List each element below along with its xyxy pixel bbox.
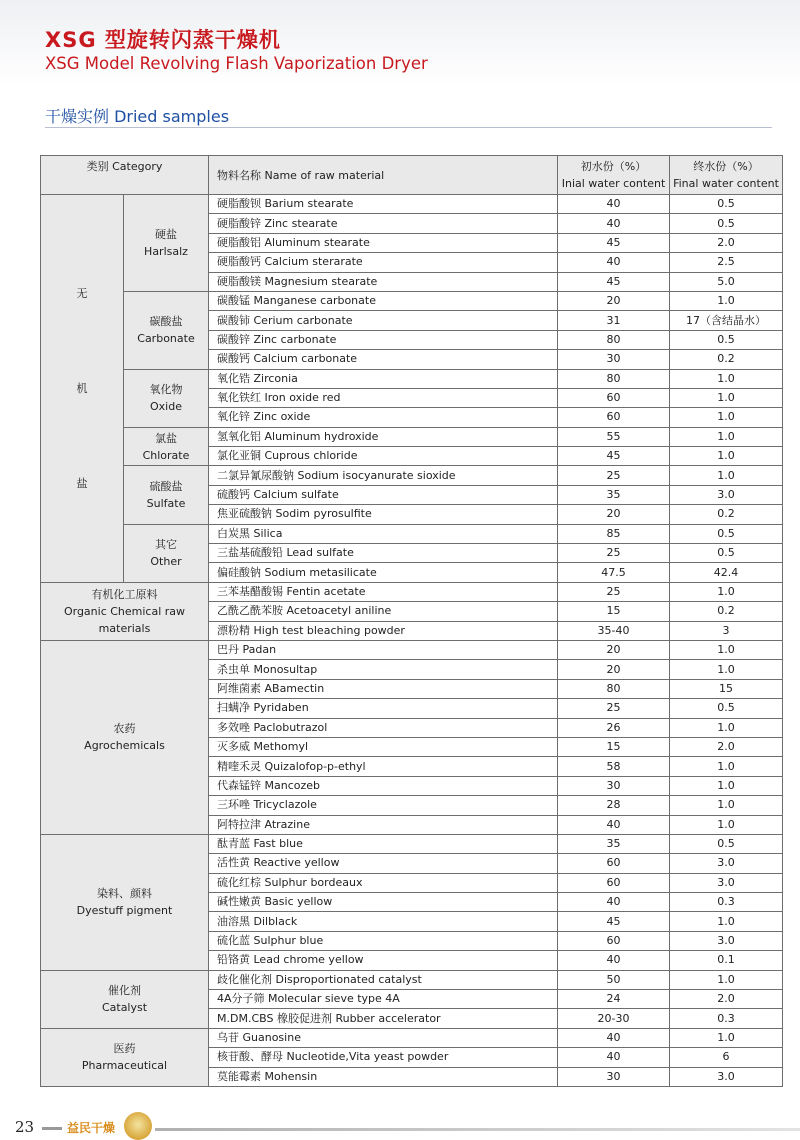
final-water-cell: 0.5 <box>670 544 783 563</box>
subgroup-oxide-label-2: Oxide <box>150 400 182 414</box>
final-water-cell: 0.5 <box>670 834 783 853</box>
material-name-cell: 碱性嫩黄 Basic yellow <box>209 893 558 912</box>
subgroup-other-label-2: Other <box>150 555 182 569</box>
final-water-cell: 3.0 <box>670 1067 783 1086</box>
initial-water-cell: 60 <box>558 388 670 407</box>
material-name-cell: 阿特拉津 Atrazine <box>209 815 558 834</box>
material-name-cell: 核苷酸、酵母 Nucleotide,Vita yeast powder <box>209 1048 558 1067</box>
section-divider <box>45 127 772 128</box>
initial-water-cell: 35 <box>558 485 670 504</box>
subgroup-sulfate <box>124 466 209 524</box>
material-name-cell: 硬脂酸锌 Zinc stearate <box>209 214 558 233</box>
table-header-row <box>41 156 783 195</box>
final-water-cell: 1.0 <box>670 582 783 601</box>
final-water-cell: 1.0 <box>670 815 783 834</box>
initial-water-cell: 24 <box>558 990 670 1009</box>
header-initial <box>558 156 670 195</box>
final-water-cell: 1.0 <box>670 408 783 427</box>
material-name-cell: 灭多威 Methomyl <box>209 737 558 756</box>
initial-water-cell: 40 <box>558 951 670 970</box>
footer-rule <box>155 1128 800 1131</box>
final-water-cell: 1.0 <box>670 427 783 446</box>
final-water-cell: 3.0 <box>670 873 783 892</box>
material-name-cell: 歧化催化剂 Disproportionated catalyst <box>209 970 558 989</box>
subgroup-sulfate-label-2: Sulfate <box>146 497 186 511</box>
group-agrochemicals-label-2: Agrochemicals <box>84 739 165 753</box>
initial-water-cell: 40 <box>558 1048 670 1067</box>
final-water-cell: 1.0 <box>670 776 783 795</box>
group-pharmaceutical-label-2: Pharmaceutical <box>81 1059 168 1073</box>
subgroup-chlorate <box>124 427 209 466</box>
final-water-cell: 1.0 <box>670 291 783 310</box>
material-name-cell: 多效唑 Paclobutrazol <box>209 718 558 737</box>
initial-water-cell: 15 <box>558 602 670 621</box>
final-water-cell: 1.0 <box>670 757 783 776</box>
group-pharmaceutical <box>41 1028 209 1086</box>
material-name-cell: 三环唑 Tricyclazole <box>209 796 558 815</box>
final-water-cell: 0.2 <box>670 350 783 369</box>
initial-water-cell: 15 <box>558 737 670 756</box>
material-name-cell: 硫酸钙 Calcium sulfate <box>209 485 558 504</box>
page-title-en: XSG Model Revolving Flash Vaporization Dryer <box>45 54 428 73</box>
table-row <box>41 466 783 485</box>
group-organic-chemical-label-2: Organic Chemical raw <box>63 604 186 618</box>
final-water-cell: 42.4 <box>670 563 783 582</box>
material-name-cell: 莫能霉素 Mohensin <box>209 1067 558 1086</box>
final-water-cell: 0.3 <box>670 893 783 912</box>
material-name-cell: 硫化蓝 Sulphur blue <box>209 931 558 950</box>
final-water-cell: 0.5 <box>670 330 783 349</box>
material-name-cell: 代森锰锌 Mancozeb <box>209 776 558 795</box>
final-water-cell: 0.5 <box>670 195 783 214</box>
subgroup-carbonate <box>124 291 209 369</box>
initial-water-cell: 40 <box>558 893 670 912</box>
material-name-cell: 碳酸锌 Zinc carbonate <box>209 330 558 349</box>
final-water-cell: 1.0 <box>670 912 783 931</box>
initial-water-cell: 25 <box>558 699 670 718</box>
final-water-cell: 1.0 <box>670 388 783 407</box>
initial-water-cell: 20 <box>558 640 670 659</box>
final-water-cell: 2.5 <box>670 253 783 272</box>
final-water-cell: 1.0 <box>670 1028 783 1047</box>
header-initial-zh: 初水份（%） <box>580 160 647 173</box>
group-catalyst-label-1: 催化剂 <box>108 984 141 998</box>
table-row <box>41 834 783 853</box>
initial-water-cell: 40 <box>558 253 670 272</box>
initial-water-cell: 20 <box>558 660 670 679</box>
final-water-cell: 1.0 <box>670 660 783 679</box>
table-row <box>41 640 783 659</box>
final-water-cell: 2.0 <box>670 737 783 756</box>
final-water-cell: 0.2 <box>670 602 783 621</box>
group-organic-chemical <box>41 582 209 640</box>
subgroup-other <box>124 524 209 582</box>
initial-water-cell: 30 <box>558 350 670 369</box>
group-inorganic-salt-label-3: 盐 <box>76 476 88 490</box>
header-category <box>41 156 209 195</box>
initial-water-cell: 35 <box>558 834 670 853</box>
table-row <box>41 524 783 543</box>
initial-water-cell: 40 <box>558 815 670 834</box>
group-inorganic-salt <box>41 195 124 583</box>
footer-dash <box>42 1127 62 1130</box>
subgroup-hardsalt-label-2: Harlsalz <box>144 244 188 258</box>
material-name-cell: 乙酰乙酰苯胺 Acetoacetyl aniline <box>209 602 558 621</box>
initial-water-cell: 80 <box>558 330 670 349</box>
group-inorganic-salt-label-2: 机 <box>76 381 88 395</box>
material-name-cell: 焦亚硫酸钠 Sodim pyrosulfite <box>209 505 558 524</box>
final-water-cell: 1.0 <box>670 640 783 659</box>
subgroup-carbonate-label-1: 碳酸盐 <box>149 315 183 329</box>
initial-water-cell: 40 <box>558 214 670 233</box>
initial-water-cell: 20 <box>558 505 670 524</box>
table-row <box>41 970 783 989</box>
final-water-cell: 0.2 <box>670 505 783 524</box>
material-name-cell: 4A分子筛 Molecular sieve type 4A <box>209 990 558 1009</box>
material-name-cell: 二氯异氰尿酸钠 Sodium isocyanurate sioxide <box>209 466 558 485</box>
material-name-cell: M.DM.CBS 橡胶促进剂 Rubber accelerator <box>209 1009 558 1028</box>
table-row <box>41 582 783 601</box>
initial-water-cell: 45 <box>558 233 670 252</box>
header-final-en: Final water content <box>673 177 779 190</box>
final-water-cell: 15 <box>670 679 783 698</box>
material-name-cell: 碳酸钙 Calcium carbonate <box>209 350 558 369</box>
final-water-cell: 2.0 <box>670 990 783 1009</box>
initial-water-cell: 60 <box>558 854 670 873</box>
material-name-cell: 巴丹 Padan <box>209 640 558 659</box>
subgroup-chlorate-label-1: 氯盐 <box>155 431 177 445</box>
group-dyestuff-pigment-label-2: Dyestuff pigment <box>76 904 173 918</box>
final-water-cell: 3 <box>670 621 783 640</box>
initial-water-cell: 40 <box>558 1028 670 1047</box>
initial-water-cell: 60 <box>558 408 670 427</box>
material-name-cell: 碳酸铈 Cerium carbonate <box>209 311 558 330</box>
material-name-cell: 偏硅酸钠 Sodium metasilicate <box>209 563 558 582</box>
initial-water-cell: 25 <box>558 544 670 563</box>
initial-water-cell: 60 <box>558 873 670 892</box>
group-catalyst-label-2: Catalyst <box>101 1001 148 1015</box>
material-name-cell: 硬脂酸镁 Magnesium stearate <box>209 272 558 291</box>
initial-water-cell: 58 <box>558 757 670 776</box>
material-name-cell: 阿维菌素 ABamectin <box>209 679 558 698</box>
material-name-cell: 油溶黑 Dilblack <box>209 912 558 931</box>
header-category-label: 类别 Category <box>86 160 163 173</box>
group-agrochemicals <box>41 640 209 834</box>
subgroup-hardsalt-label-1: 硬盐 <box>155 227 177 241</box>
initial-water-cell: 50 <box>558 970 670 989</box>
group-organic-chemical-label-1: 有机化工原料 <box>91 587 158 601</box>
material-name-cell: 酞青蓝 Fast blue <box>209 834 558 853</box>
initial-water-cell: 28 <box>558 796 670 815</box>
initial-water-cell: 47.5 <box>558 563 670 582</box>
final-water-cell: 1.0 <box>670 970 783 989</box>
initial-water-cell: 25 <box>558 582 670 601</box>
material-name-cell: 杀虫单 Monosultap <box>209 660 558 679</box>
initial-water-cell: 30 <box>558 776 670 795</box>
group-organic-chemical-label-3: materials <box>98 621 151 635</box>
group-agrochemicals-label-1: 农药 <box>113 722 136 736</box>
initial-water-cell: 30 <box>558 1067 670 1086</box>
group-catalyst <box>41 970 209 1028</box>
header-initial-en: Inial water content <box>561 177 666 190</box>
material-name-cell: 漂粉精 High test bleaching powder <box>209 621 558 640</box>
header-final-zh: 终水份（%） <box>693 160 759 173</box>
page-title-zh: XSG 型旋转闪蒸干燥机 <box>45 28 281 52</box>
material-name-cell: 硬脂酸铝 Aluminum stearate <box>209 233 558 252</box>
table-row <box>41 1028 783 1047</box>
material-name-cell: 氧化铁红 Iron oxide red <box>209 388 558 407</box>
section-title: 干燥实例 Dried samples <box>45 107 230 126</box>
initial-water-cell: 40 <box>558 195 670 214</box>
table-row <box>41 427 783 446</box>
final-water-cell: 2.0 <box>670 233 783 252</box>
final-water-cell: 0.5 <box>670 214 783 233</box>
material-name-cell: 铅铬黄 Lead chrome yellow <box>209 951 558 970</box>
subgroup-hardsalt <box>124 195 209 292</box>
initial-water-cell: 55 <box>558 427 670 446</box>
initial-water-cell: 26 <box>558 718 670 737</box>
subgroup-other-label-1: 其它 <box>155 538 177 552</box>
final-water-cell: 17（含结晶水） <box>670 311 783 330</box>
material-name-cell: 白炭黑 Silica <box>209 524 558 543</box>
final-water-cell: 0.5 <box>670 699 783 718</box>
group-pharmaceutical-label-1: 医药 <box>113 1042 136 1056</box>
initial-water-cell: 31 <box>558 311 670 330</box>
initial-water-cell: 45 <box>558 912 670 931</box>
initial-water-cell: 45 <box>558 447 670 466</box>
subgroup-chlorate-label-2: Chlorate <box>142 448 190 462</box>
material-name-cell: 氧化锌 Zinc oxide <box>209 408 558 427</box>
material-name-cell: 氯化亚铜 Cuprous chloride <box>209 447 558 466</box>
material-name-cell: 活性黄 Reactive yellow <box>209 854 558 873</box>
initial-water-cell: 80 <box>558 369 670 388</box>
subgroup-carbonate-label-2: Carbonate <box>137 332 195 346</box>
final-water-cell: 0.5 <box>670 524 783 543</box>
final-water-cell: 0.1 <box>670 951 783 970</box>
final-water-cell: 3.0 <box>670 931 783 950</box>
final-water-cell: 6 <box>670 1048 783 1067</box>
final-water-cell: 3.0 <box>670 854 783 873</box>
header-material: 物料名称 Name of raw material <box>209 156 558 195</box>
group-dyestuff-pigment-label-1: 染料、颜料 <box>97 887 152 901</box>
material-name-cell: 三盐基硫酸铅 Lead sulfate <box>209 544 558 563</box>
material-name-cell: 三苯基醋酸锡 Fentin acetate <box>209 582 558 601</box>
final-water-cell: 0.3 <box>670 1009 783 1028</box>
final-water-cell: 1.0 <box>670 796 783 815</box>
material-name-cell: 硬脂酸钡 Barium stearate <box>209 195 558 214</box>
dried-samples-table <box>40 155 783 1087</box>
final-water-cell: 3.0 <box>670 485 783 504</box>
material-name-cell: 精喹禾灵 Quizalofop-p-ethyl <box>209 757 558 776</box>
material-name-cell: 氧化锆 Zirconia <box>209 369 558 388</box>
initial-water-cell: 25 <box>558 466 670 485</box>
table-row <box>41 291 783 310</box>
initial-water-cell: 85 <box>558 524 670 543</box>
final-water-cell: 1.0 <box>670 466 783 485</box>
final-water-cell: 5.0 <box>670 272 783 291</box>
material-name-cell: 扫螨净 Pyridaben <box>209 699 558 718</box>
page-number: 23 <box>15 1118 35 1136</box>
material-name-cell: 乌苷 Guanosine <box>209 1028 558 1047</box>
initial-water-cell: 20 <box>558 291 670 310</box>
subgroup-oxide-label-1: 氧化物 <box>149 383 183 397</box>
header-final <box>670 156 783 195</box>
material-name-cell: 氢氧化铝 Aluminum hydroxide <box>209 427 558 446</box>
material-name-cell: 硫化红棕 Sulphur bordeaux <box>209 873 558 892</box>
initial-water-cell: 60 <box>558 931 670 950</box>
material-name-cell: 碳酸锰 Manganese carbonate <box>209 291 558 310</box>
initial-water-cell: 45 <box>558 272 670 291</box>
table-row <box>41 195 783 214</box>
subgroup-oxide <box>124 369 209 427</box>
initial-water-cell: 20-30 <box>558 1009 670 1028</box>
group-dyestuff-pigment <box>41 834 209 970</box>
final-water-cell: 1.0 <box>670 718 783 737</box>
initial-water-cell: 35-40 <box>558 621 670 640</box>
final-water-cell: 1.0 <box>670 369 783 388</box>
brand-logo-icon <box>124 1112 152 1140</box>
material-name-cell: 硬脂酸钙 Calcium sterarate <box>209 253 558 272</box>
subgroup-sulfate-label-1: 硫酸盐 <box>149 480 183 494</box>
initial-water-cell: 80 <box>558 679 670 698</box>
final-water-cell: 1.0 <box>670 447 783 466</box>
footer-brand: 益民干燥 <box>67 1121 116 1135</box>
group-inorganic-salt-label-1: 无 <box>76 286 88 300</box>
table-row <box>41 369 783 388</box>
